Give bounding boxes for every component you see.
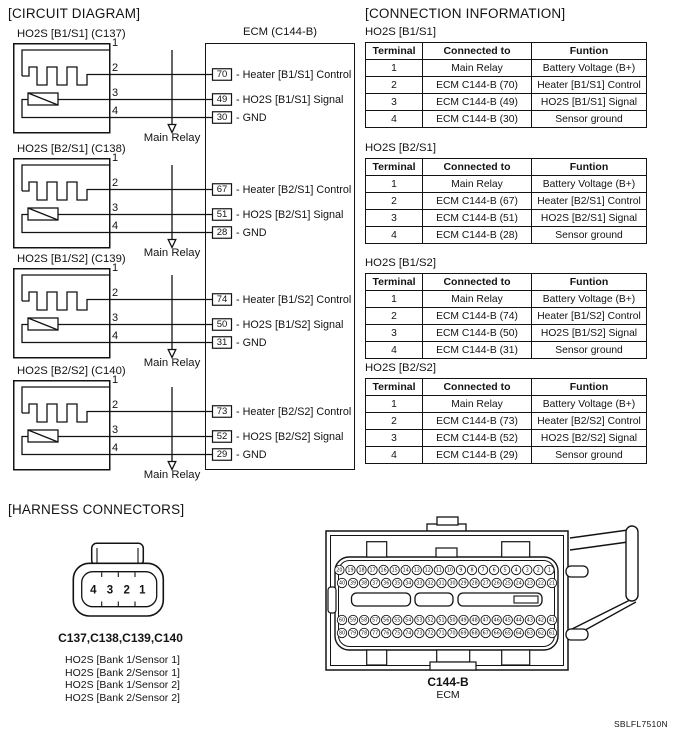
table-row [366, 193, 647, 210]
ecm-pin-number: 40 [338, 581, 346, 587]
ecm-pin-number: 66 [493, 631, 500, 637]
sensor-connector-label: HO2S [B2/S1] (C138) [17, 143, 126, 155]
sensor-box [14, 269, 110, 358]
ecm-pin-number: 5 [503, 568, 507, 574]
ecm-pin-number: 46 [493, 618, 500, 624]
sensor-connector-label: HO2S [B1/S1] (C137) [17, 28, 126, 40]
table-cell: Main Relay [423, 291, 532, 308]
lever-strut [572, 600, 630, 629]
ecm-pin-label: - Heater [B2/S1] Control [236, 183, 352, 196]
table-row [366, 413, 647, 430]
table-row [366, 308, 647, 325]
table-cell: Main Relay [423, 396, 532, 413]
ecm-pin-number: 31 [438, 581, 445, 587]
table-cell: Battery Voltage (B+) [532, 396, 647, 413]
ecm-pin-number: 32 [427, 581, 434, 587]
ecm-pin-number: 38 [361, 581, 368, 587]
ecm-pin-label: - HO2S [B2/S1] Signal [236, 208, 344, 221]
ecm-pin-number: 80 [338, 631, 346, 637]
harness-pin-number: 3 [106, 584, 114, 597]
table-cell: HO2S [B2/S1] Signal [532, 210, 647, 227]
connection-table-group-b1s1 [365, 26, 647, 128]
terminal-number: 4 [112, 441, 119, 454]
figure-code: SBLFL7510N [613, 719, 668, 729]
terminal-number: 1 [112, 152, 119, 164]
ecm-pin-number: 52 [427, 618, 434, 624]
sensor-connector-label: HO2S [B2/S2] (C140) [17, 365, 126, 377]
ecm-pin-number: 29 [460, 581, 467, 587]
ecm-connector-sublabel: ECM [436, 689, 460, 701]
table-cell: 1 [366, 176, 423, 193]
ecm-pin-label: - Heater [B2/S2] Control [236, 405, 352, 418]
housing-notch [502, 650, 530, 665]
housing-notch [502, 542, 530, 557]
ecm-pin-number: 67 [482, 631, 489, 637]
table-cell: HO2S [B1/S2] Signal [532, 325, 647, 342]
table-cell: Heater [B2/S2] Control [532, 413, 647, 430]
sensor-box [14, 381, 110, 470]
ecm-pin-number: 73 [416, 631, 423, 637]
table-header-row [366, 379, 647, 396]
ecm-pin-label: - GND [236, 111, 267, 124]
terminal-number: 1 [112, 37, 119, 49]
connection-table-group-b2s1 [365, 142, 647, 244]
ecm-pin-number: 30 [216, 112, 228, 123]
ecm-pin-number: 35 [394, 581, 401, 587]
sensor-element-diagonal [28, 430, 58, 442]
sensor-element-diagonal [28, 208, 58, 220]
ecm-pin-number: 4 [514, 568, 518, 574]
table-cell: Main Relay [423, 176, 532, 193]
table-title: HO2S [B1/S2] [365, 257, 436, 269]
main-relay-label: Main Relay [143, 357, 201, 369]
column-header: Connected to [423, 159, 532, 176]
ecm-pin-number: 69 [460, 631, 467, 637]
lever-strut [570, 542, 628, 550]
sensor-box [14, 44, 110, 133]
table-row [366, 396, 647, 413]
ecm-pin-label: - HO2S [B1/S1] Signal [236, 93, 344, 106]
column-header: Funtion [532, 43, 647, 60]
table-cell: Sensor ground [532, 111, 647, 128]
circuit-block-b1s1 [0, 27, 360, 159]
ecm-pin-number: 70 [449, 631, 456, 637]
ecm-pin-number: 24 [515, 581, 522, 587]
table-cell: 2 [366, 77, 423, 94]
ecm-pin-number: 9 [459, 568, 463, 574]
ecm-pin-label: - GND [236, 336, 267, 349]
sensor-connector-label: HO2S [B1/S2] (C139) [17, 253, 126, 265]
table-cell: HO2S [B1/S1] Signal [532, 94, 647, 111]
ecm-pin-number: 47 [482, 618, 489, 624]
ecm-pin-number: 14 [402, 568, 409, 574]
connection-information-title: [CONNECTION INFORMATION] [365, 6, 566, 21]
table-cell: Heater [B1/S1] Control [532, 77, 647, 94]
ecm-pin-number: 72 [427, 631, 434, 637]
table-cell: ECM C144-B (30) [423, 111, 532, 128]
table-cell: ECM C144-B (70) [423, 77, 532, 94]
table-title: HO2S [B2/S1] [365, 142, 436, 154]
ecm-pin-number: 17 [369, 568, 376, 574]
housing-notch [367, 650, 387, 665]
housing-latch [436, 548, 457, 557]
table-row [366, 447, 647, 464]
ecm-pin-number: 64 [515, 631, 522, 637]
circuit-diagram-title: [CIRCUIT DIAGRAM] [8, 6, 141, 21]
table-cell: 1 [366, 60, 423, 77]
ecm-pin-number: 7 [481, 568, 485, 574]
ecm-pin-number: 76 [383, 631, 390, 637]
ecm-pin-number: 37 [372, 581, 379, 587]
lever-strut [578, 602, 636, 634]
table-header-row [366, 274, 647, 291]
list-item: HO2S [Bank 2/Sensor 1] [65, 666, 180, 679]
keyway-slot [458, 593, 542, 606]
ecm-pin-number: 79 [349, 631, 357, 637]
ecm-pin-number: 56 [383, 618, 390, 624]
table-cell: ECM C144-B (67) [423, 193, 532, 210]
keyway-slot [415, 593, 453, 606]
ecm-pin-number: 18 [358, 568, 365, 574]
harness-connector-label: C137,C138,C139,C140 [58, 631, 183, 645]
ecm-pin-number: 62 [537, 631, 544, 637]
column-header: Terminal [366, 274, 423, 291]
table-row [366, 60, 647, 77]
ecm-pin-number: 28 [471, 581, 478, 587]
ecm-pin-number: 70 [216, 69, 228, 80]
ecm-pin-number: 3 [525, 568, 529, 574]
ecm-pin-number: 55 [394, 618, 401, 624]
table-cell: 2 [366, 193, 423, 210]
table-cell: 1 [366, 396, 423, 413]
ecm-pin-number: 52 [216, 431, 228, 442]
ecm-pin-number: 2 [536, 568, 540, 574]
main-relay-label: Main Relay [143, 469, 201, 481]
table-row [366, 430, 647, 447]
connection-table [365, 273, 647, 359]
table-row [366, 325, 647, 342]
ecm-pin-number: 53 [416, 618, 423, 624]
ecm-pin-number: 50 [216, 319, 228, 330]
table-cell: 4 [366, 227, 423, 244]
table-cell: ECM C144-B (74) [423, 308, 532, 325]
ecm-pin-label: - GND [236, 226, 267, 239]
ecm-pin-number: 78 [361, 631, 368, 637]
table-cell: 3 [366, 210, 423, 227]
main-relay-label: Main Relay [143, 132, 201, 144]
table-cell: Heater [B1/S2] Control [532, 308, 647, 325]
wire-terminal1 [22, 50, 110, 76]
table-header-row [366, 43, 647, 60]
connection-table [365, 378, 647, 464]
ecm-pin-label: - GND [236, 448, 267, 461]
terminal-number: 4 [112, 329, 119, 342]
table-cell: ECM C144-B (52) [423, 430, 532, 447]
ecm-pin-label: - HO2S [B2/S2] Signal [236, 430, 344, 443]
harness-pin-number: 2 [123, 584, 130, 597]
ecm-pin-number: 74 [216, 294, 228, 305]
ecm-pin-number: 59 [349, 618, 357, 624]
ecm-pin-label: - Heater [B1/S2] Control [236, 293, 352, 306]
table-cell: 1 [366, 291, 423, 308]
table-row [366, 227, 647, 244]
ecm-connector-drawing [320, 512, 660, 678]
ecm-pin-number: 58 [361, 618, 368, 624]
ecm-pin-number: 48 [471, 618, 478, 624]
ecm-pin-number: 54 [405, 618, 412, 624]
housing-bottom-tab-base [430, 662, 476, 670]
main-relay-label: Main Relay [143, 247, 201, 259]
ecm-pin-number: 29 [216, 449, 228, 460]
ecm-pin-number: 51 [438, 618, 445, 624]
terminal-number: 3 [112, 201, 119, 214]
column-header: Connected to [423, 274, 532, 291]
table-cell: ECM C144-B (73) [423, 413, 532, 430]
terminal-number: 2 [112, 176, 119, 189]
ecm-pin-number: 43 [526, 618, 533, 624]
table-row [366, 291, 647, 308]
table-cell: ECM C144-B (50) [423, 325, 532, 342]
ecm-pin-number: 74 [405, 631, 412, 637]
terminal-number: 2 [112, 61, 119, 74]
terminal-number: 4 [112, 219, 119, 232]
connector-lock-tab [92, 543, 144, 565]
list-item: HO2S [Bank 1/Sensor 2] [65, 679, 180, 692]
column-header: Connected to [423, 379, 532, 396]
table-cell: ECM C144-B (31) [423, 342, 532, 359]
ecm-pin-number: 63 [526, 631, 533, 637]
sensor-element-diagonal [28, 93, 58, 105]
column-header: Terminal [366, 379, 423, 396]
wire-terminal1 [22, 387, 110, 413]
connection-table-group-b2s2 [365, 362, 647, 464]
connection-table [365, 158, 647, 244]
column-header: Terminal [366, 159, 423, 176]
table-cell: 4 [366, 111, 423, 128]
ecm-pin-number: 16 [380, 568, 387, 574]
connection-table-group-b1s2 [365, 257, 647, 359]
ecm-pin-number: 21 [548, 581, 556, 587]
terminal-number: 4 [112, 104, 119, 117]
ecm-pin-number: 10 [446, 568, 453, 574]
ecm-pin-label: - Heater [B1/S1] Control [236, 68, 352, 81]
lever-pivot-tab [566, 629, 588, 640]
housing-bottom-tab [437, 650, 470, 662]
lever-bar [626, 526, 638, 601]
table-cell: ECM C144-B (29) [423, 447, 532, 464]
table-cell: Heater [B2/S1] Control [532, 193, 647, 210]
table-cell: ECM C144-B (51) [423, 210, 532, 227]
harness-pin-number: 1 [139, 584, 146, 597]
column-header: Connected to [423, 43, 532, 60]
list-item: HO2S [Bank 2/Sensor 2] [65, 691, 180, 704]
table-row [366, 111, 647, 128]
ecm-pin-number: 60 [338, 618, 346, 624]
ecm-pin-number: 30 [449, 581, 456, 587]
table-cell: 3 [366, 94, 423, 111]
table-cell: ECM C144-B (49) [423, 94, 532, 111]
ecm-pin-number: 13 [413, 568, 420, 574]
table-row [366, 342, 647, 359]
ecm-pin-number: 51 [216, 209, 228, 220]
harness-sensor-list [65, 654, 180, 704]
table-row [366, 77, 647, 94]
table-cell: 3 [366, 325, 423, 342]
sensor-element-diagonal [28, 318, 58, 330]
ecm-pin-number: 44 [515, 618, 522, 624]
ecm-pin-number: 50 [449, 618, 456, 624]
sensor-box [14, 159, 110, 248]
table-cell: Sensor ground [532, 447, 647, 464]
table-row [366, 94, 647, 111]
table-cell: 2 [366, 308, 423, 325]
ecm-pin-number: 25 [504, 581, 511, 587]
column-header: Terminal [366, 43, 423, 60]
table-cell: 3 [366, 430, 423, 447]
harness-connector-drawing [58, 535, 173, 623]
ecm-pin-number: 57 [372, 618, 379, 624]
table-title: HO2S [B1/S1] [365, 26, 436, 38]
circuit-block-b2s2 [0, 364, 360, 496]
ecm-pin-number: 65 [504, 631, 511, 637]
table-cell: Battery Voltage (B+) [532, 176, 647, 193]
ecm-pin-number: 61 [548, 631, 556, 637]
ecm-pin-label: - HO2S [B1/S2] Signal [236, 318, 344, 331]
ecm-pin-number: 31 [216, 337, 228, 348]
column-header: Funtion [532, 159, 647, 176]
ecm-pin-number: 23 [526, 581, 533, 587]
ecm-pin-number: 27 [482, 581, 489, 587]
ecm-pin-number: 20 [336, 568, 343, 574]
ecm-pin-number: 36 [383, 581, 390, 587]
table-cell: Battery Voltage (B+) [532, 291, 647, 308]
ecm-pin-number: 45 [504, 618, 511, 624]
table-row [366, 176, 647, 193]
table-cell: 4 [366, 447, 423, 464]
ecm-pin-number: 22 [537, 581, 544, 587]
ecm-pin-number: 6 [492, 568, 496, 574]
ecm-pin-number: 33 [416, 581, 423, 587]
ecm-pin-number: 68 [471, 631, 478, 637]
table-row [366, 210, 647, 227]
terminal-number: 3 [112, 86, 119, 99]
ecm-pin-number: 39 [349, 581, 357, 587]
table-cell: ECM C144-B (28) [423, 227, 532, 244]
terminal-number: 3 [112, 423, 119, 436]
table-cell: 2 [366, 413, 423, 430]
ecm-pin-number: 71 [438, 631, 445, 637]
ecm-pin-number: 49 [460, 618, 467, 624]
ecm-pin-number: 67 [216, 184, 228, 195]
ecm-pin-number: 49 [216, 94, 228, 105]
terminal-number: 1 [112, 262, 119, 274]
ecm-pin-number: 28 [216, 227, 228, 238]
table-cell: Sensor ground [532, 227, 647, 244]
column-header: Funtion [532, 274, 647, 291]
connector-top-tab-cap [437, 517, 458, 525]
ecm-pin-number: 19 [347, 568, 354, 574]
ecm-pin-number: 77 [372, 631, 379, 637]
lever-strut [570, 530, 628, 538]
ecm-pin-number: 34 [405, 581, 412, 587]
column-header: Funtion [532, 379, 647, 396]
table-header-row [366, 159, 647, 176]
ecm-pin-number: 75 [394, 631, 401, 637]
ecm-pin-number: 1 [547, 568, 551, 574]
table-cell: HO2S [B2/S2] Signal [532, 430, 647, 447]
table-cell: Main Relay [423, 60, 532, 77]
ecm-pin-number: 11 [435, 568, 442, 574]
wire-terminal1 [22, 165, 110, 191]
ecm-pin-number: 26 [493, 581, 500, 587]
keyway-slot [352, 593, 411, 606]
terminal-number: 2 [112, 398, 119, 411]
ecm-pin-number: 41 [548, 618, 556, 624]
table-cell: Battery Voltage (B+) [532, 60, 647, 77]
housing-notch [367, 542, 387, 557]
harness-pin-number: 4 [90, 584, 97, 597]
terminal-number: 2 [112, 286, 119, 299]
ecm-pin-number: 73 [216, 406, 228, 417]
housing-side-slot [328, 587, 336, 613]
harness-connectors-title: [HARNESS CONNECTORS] [8, 502, 185, 517]
lever-pivot-tab [566, 566, 588, 577]
connection-table [365, 42, 647, 128]
table-cell: 4 [366, 342, 423, 359]
wire-terminal1 [22, 275, 110, 301]
terminal-number: 1 [112, 374, 119, 386]
list-item: HO2S [Bank 1/Sensor 1] [65, 654, 180, 666]
ecm-connector-label: C144-B [427, 675, 469, 689]
table-title: HO2S [B2/S2] [365, 362, 436, 374]
table-cell: Sensor ground [532, 342, 647, 359]
ecm-box-label: ECM (C144-B) [242, 26, 318, 38]
ecm-pin-number: 42 [537, 618, 544, 624]
ecm-pin-number: 8 [470, 568, 474, 574]
terminal-number: 3 [112, 311, 119, 324]
ecm-pin-number: 12 [424, 568, 431, 574]
ecm-pin-number: 15 [391, 568, 398, 574]
